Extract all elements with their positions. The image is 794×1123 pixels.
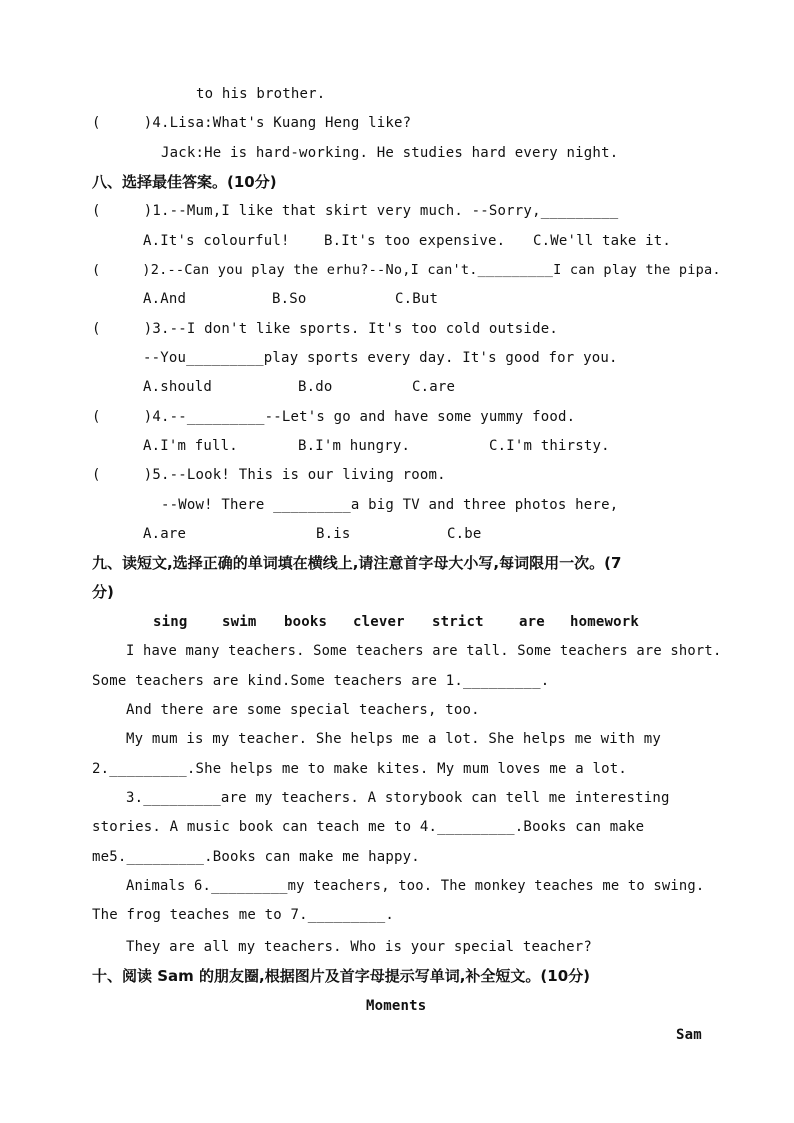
question-line: ( )4.Lisa:What's Kuang Heng like? (92, 115, 412, 131)
question-line: ( )5.--Look! This is our living room. (92, 467, 446, 483)
option-c: C.We'll take it. (533, 233, 672, 249)
text-line: to his brother. (196, 86, 326, 102)
question-line: ( )3.--I don't like sports. It's too cold outside. (92, 321, 558, 337)
passage-line: me5._________.Books can make me happy. (92, 849, 420, 865)
passage-line: They are all my teachers. Who is your special teacher? (126, 939, 592, 955)
option-a: A.And (143, 291, 187, 307)
passage-line: 3._________are my teachers. A storybook can tell me interesting (126, 790, 670, 806)
question-line: ( )2.--Can you play the erhu?--No,I can't._________I can play the pipa. (92, 262, 721, 278)
section-heading-9: 九、读短文,选择正确的单词填在横线上,请注意首字母大小写,每词限用一次。(7 (92, 554, 622, 572)
option-c: C.be (447, 526, 482, 542)
option-c: C.I'm thirsty. (489, 438, 610, 454)
option-b: B.is (316, 526, 351, 542)
word-bank-item: swim (222, 614, 257, 630)
passage-line: Some teachers are kind.Some teachers are 1._________. (92, 673, 550, 689)
option-a: A.are (143, 526, 187, 542)
passage-line: stories. A music book can teach me to 4._________.Books can make (92, 819, 645, 835)
text-line: Jack:He is hard-working. He studies hard every night. (161, 145, 619, 161)
passage-line: I have many teachers. Some teachers are tall. Some teachers are short. (126, 643, 722, 659)
option-a: A.I'm full. (143, 438, 238, 454)
word-bank-item: books (284, 614, 328, 630)
question-line: ( )4.--_________--Let's go and have some yummy food. (92, 409, 576, 425)
word-bank-item: homework (570, 614, 640, 630)
option-b: B.It's too expensive. (324, 233, 506, 249)
option-b: B.So (272, 291, 307, 307)
passage-line: My mum is my teacher. She helps me a lot. She helps me with my (126, 731, 661, 747)
section-heading-8: 八、选择最佳答案。(10分) (92, 173, 277, 191)
option-b: B.I'm hungry. (298, 438, 411, 454)
passage-line: The frog teaches me to 7._________. (92, 907, 395, 923)
option-a: A.should (143, 379, 213, 395)
word-bank-item: are (519, 614, 545, 630)
section-heading-9-cont: 分) (92, 583, 114, 601)
passage-line: And there are some special teachers, too. (126, 702, 480, 718)
section-heading-10: 十、阅读 Sam 的朋友圈,根据图片及首字母提示写单词,补全短文。(10分) (92, 967, 590, 985)
question-line: ( )1.--Mum,I like that skirt very much. --Sorry,_________ (92, 203, 619, 219)
word-bank-item: sing (153, 614, 188, 630)
option-a: A.It's colourful! (143, 233, 290, 249)
option-c: C.But (395, 291, 439, 307)
word-bank-item: clever (353, 614, 405, 630)
moments-author: Sam (676, 1027, 702, 1043)
passage-line: 2._________.She helps me to make kites. My mum loves me a lot. (92, 761, 627, 777)
option-b: B.do (298, 379, 333, 395)
moments-title: Moments (366, 998, 427, 1014)
question-line: --You_________play sports every day. It's good for you. (143, 350, 618, 366)
option-c: C.are (412, 379, 456, 395)
question-line: --Wow! There _________a big TV and three photos here, (161, 497, 619, 513)
passage-line: Animals 6._________my teachers, too. The monkey teaches me to swing. (126, 878, 705, 894)
word-bank-item: strict (432, 614, 484, 630)
